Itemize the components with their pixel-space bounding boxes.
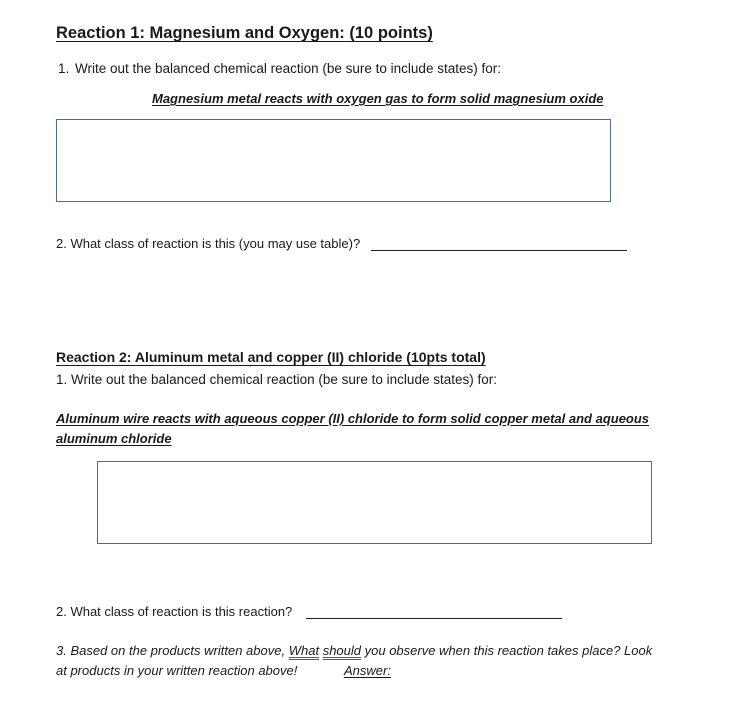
reaction1-q1-text: Write out the balanced chemical reaction (be sure to include states) for:: [75, 61, 501, 76]
reaction2-q3-part2: you observe when this reaction takes place? Look: [364, 643, 653, 658]
reaction2-description-line2: aluminum chloride: [56, 431, 172, 446]
reaction2-q2-answer-line[interactable]: [306, 618, 562, 619]
reaction2-answer-box[interactable]: [97, 461, 652, 544]
reaction2-q3-what: What: [288, 643, 320, 658]
reaction2-q3-part1: 3. Based on the products written above,: [56, 643, 286, 658]
reaction2-q2-text: 2. What class of reaction is this reaction?: [56, 604, 293, 619]
reaction2-q3-should: should: [322, 643, 361, 658]
reaction1-heading: Reaction 1: Magnesium and Oxygen: (10 points): [56, 24, 433, 42]
reaction1-answer-box[interactable]: [56, 119, 611, 202]
reaction2-q3-answer-label: Answer:: [344, 663, 391, 678]
reaction1-q2-answer-line[interactable]: [371, 250, 627, 251]
reaction2-q1-text: 1. Write out the balanced chemical reaction (be sure to include states) for:: [56, 372, 497, 387]
reaction2-q3-line2: at products in your written reaction above!: [56, 663, 298, 678]
reaction1-description: Magnesium metal reacts with oxygen gas to form solid magnesium oxide: [152, 91, 604, 106]
reaction1-q1-number: 1.: [58, 61, 70, 76]
reaction1-q2-text: 2. What class of reaction is this (you may use table)?: [56, 236, 361, 251]
reaction2-q3-line1: [56, 643, 652, 658]
reaction2-heading: Reaction 2: Aluminum metal and copper (II) chloride (10pts total): [56, 349, 486, 365]
reaction2-description-line1: Aluminum wire reacts with aqueous copper (II) chloride to form solid copper metal and aqueous: [56, 411, 650, 426]
